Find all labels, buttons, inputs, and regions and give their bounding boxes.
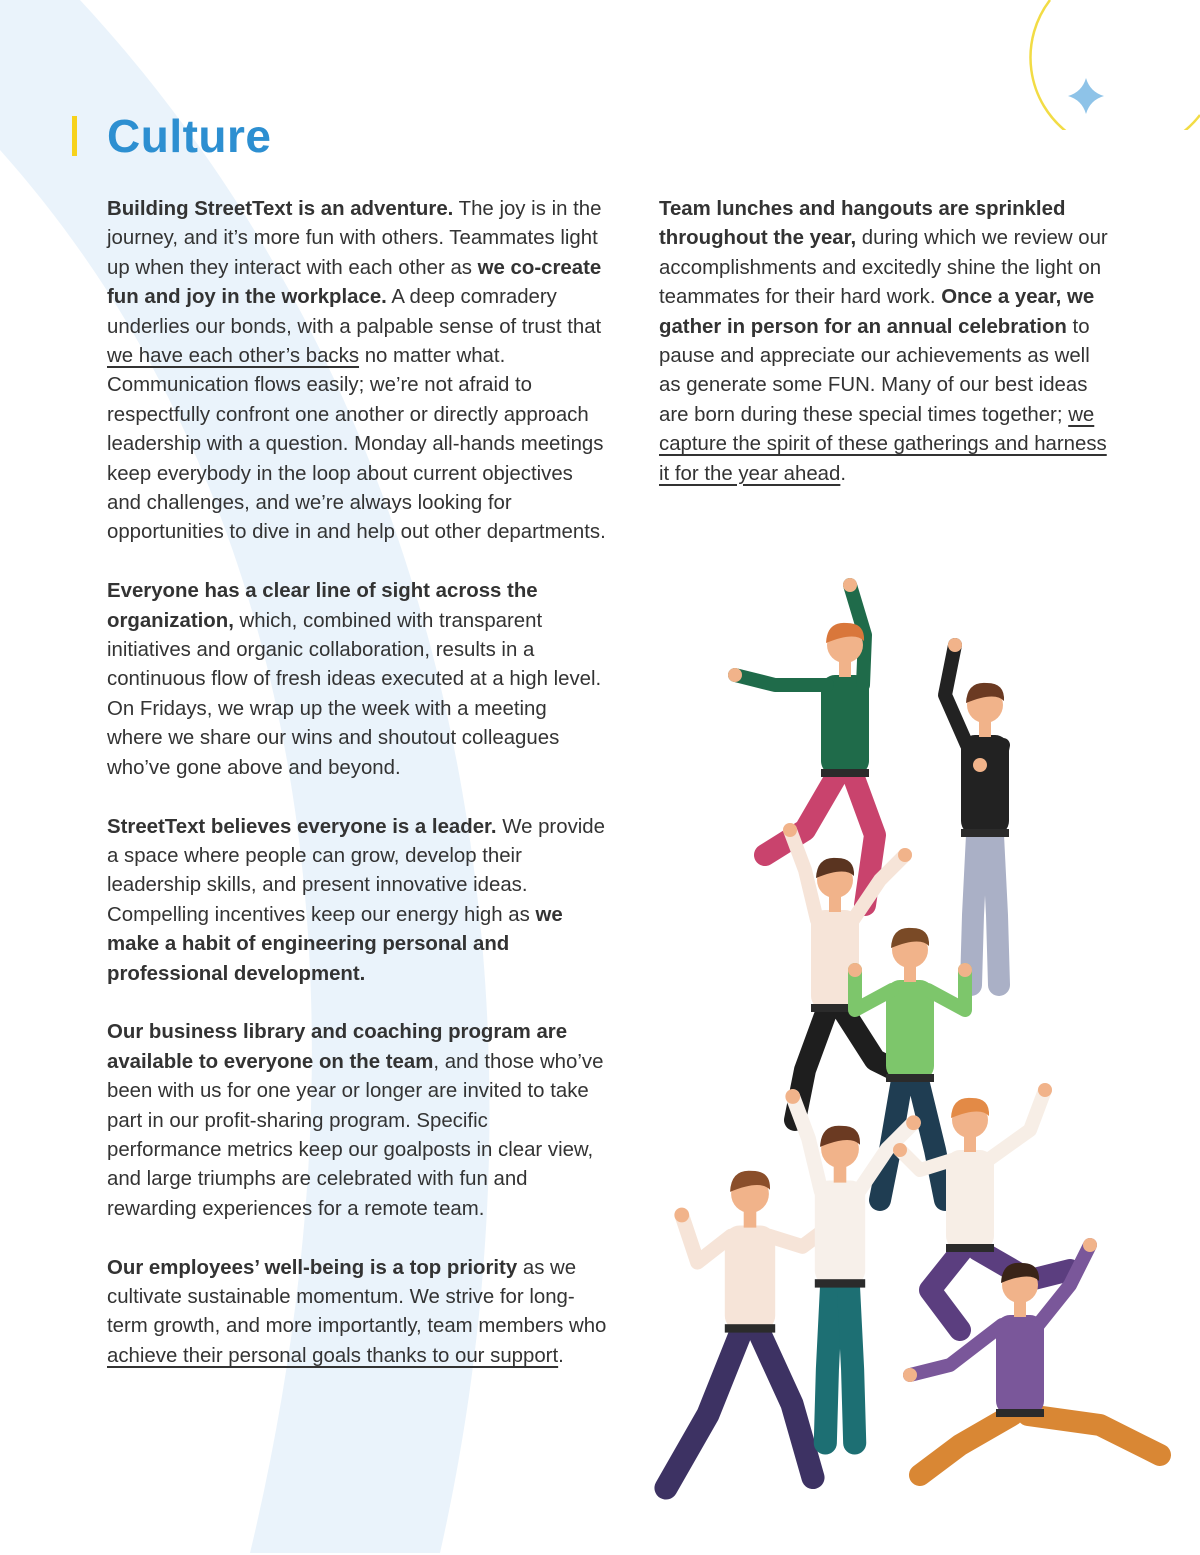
body-text: The joy is in the journey, and it’s more fun with others. Teammates light up when they interact with each other as (107, 198, 602, 279)
person-figure (785, 1089, 920, 1443)
body-text: , and those who’ve been with us for one year or longer are invited to take part in our profit-sharing program. Specific performance metrics keep our goalposts in clear view, and large triumphs are celebrated with fun and rewarding experiences for a remote team. (107, 1050, 604, 1220)
person-neck (904, 966, 916, 982)
sparkle-star-icon (1068, 78, 1104, 114)
person-hand (728, 668, 742, 682)
person-arm (682, 1215, 731, 1262)
person-hand (958, 963, 972, 977)
person-neck (964, 1136, 976, 1152)
person-hand (898, 848, 912, 862)
bold-text: Once a year, we gather in person for an annual celebration (659, 286, 1095, 338)
person-leg (1028, 1415, 1160, 1455)
person-hand (783, 823, 797, 837)
paragraph-library-coaching (107, 1018, 607, 1224)
person-hand (893, 1143, 907, 1157)
body-text: no matter what. Communication flows easily; we’re not afraid to respectfully confront one another or directly approach leadership with a question. Monday all-hands meetings keep everybody in the loop about current objectives and challenges, and we’re always looking for opportunities to dive in and help out other departments. (107, 345, 606, 544)
person-figure (945, 638, 1009, 985)
body-text: as we cultivate sustainable momentum. We strive for long-term growth, and more importantly, team members who (107, 1256, 607, 1338)
bold-text: Our business library and coaching program are available to everyone on the team (107, 1021, 568, 1073)
paragraph-team-lunches (659, 195, 1109, 489)
person-hand (848, 963, 862, 977)
body-text: during which we review our accomplishments and excitedly shine the light on teammates for their hard work. (659, 227, 1108, 309)
body-text: . (558, 1344, 564, 1367)
bold-text: Team lunches and hangouts are sprinkled throughout the year, (659, 198, 1066, 250)
person-leg (993, 835, 999, 985)
person-belt (815, 1279, 865, 1287)
person-hand (785, 1089, 800, 1104)
person-arm (735, 675, 827, 685)
title-accent-bar (72, 116, 77, 156)
person-leg (971, 835, 977, 985)
person-belt (821, 769, 869, 777)
paragraph-well-being (107, 1254, 607, 1372)
person-leg (920, 1415, 1012, 1475)
bold-text: Building StreetText is an adventure. (107, 198, 454, 220)
bold-text: we co-create fun and joy in the workplace. (107, 256, 602, 309)
paragraph-adventure (107, 195, 607, 548)
person-arm (945, 645, 967, 745)
person-belt (725, 1324, 775, 1332)
people-pyramid-illustration (600, 555, 1200, 1555)
underlined-text: achieve their personal goals thanks to our support (107, 1344, 559, 1367)
underlined-text: we have each other’s backs (107, 345, 360, 368)
body-text: . (840, 462, 847, 485)
person-leg (666, 1331, 742, 1489)
person-belt (996, 1409, 1044, 1417)
person-leg (825, 1286, 831, 1444)
person-hand (948, 638, 962, 652)
page-header (72, 108, 272, 164)
left-text-column (107, 195, 607, 1401)
person-neck (829, 896, 841, 912)
person-hand (906, 1115, 921, 1130)
person-neck (979, 721, 991, 737)
person-neck (839, 661, 851, 677)
body-text: to pause and appreciate our achievements as well as generate some FUN. Many of our best ideas are born during these special times together; (659, 315, 1090, 426)
person-hand (903, 1368, 917, 1382)
bold-text: StreetText believes everyone is a leader. (107, 815, 497, 838)
person-belt (886, 1074, 934, 1082)
person-hand (843, 578, 857, 592)
bold-text: Everyone has a clear line of sight across the organization, (107, 580, 538, 632)
page-title: Culture (107, 110, 272, 162)
person-hand (1083, 1238, 1097, 1252)
person-arm (988, 1090, 1045, 1160)
bold-text: Our employees’ well-being is a top priority (107, 1256, 518, 1279)
underlined-text: we capture the spirit of these gatherings and harness it for the year ahead (659, 403, 1107, 485)
person-belt (946, 1244, 994, 1252)
person-neck (1014, 1301, 1026, 1317)
person-leg (758, 1331, 813, 1478)
body-text: which, combined with transparent initiatives and organic collaboration, results in a continuous flow of fresh ideas executed at a high level. On Fridays, we wrap up the week with a meeting where we share our wins and shoutout colleagues who’ve gone above and beyond. (107, 609, 602, 779)
person-figure (666, 1171, 831, 1488)
person-belt (961, 829, 1009, 837)
right-text-column (659, 195, 1109, 518)
person-hand (1038, 1083, 1052, 1097)
person-neck (744, 1211, 757, 1228)
decorative-circle (1000, 0, 1200, 130)
body-text: A deep comradery underlies our bonds, with a palpable sense of trust that (107, 286, 602, 338)
person-hand (973, 758, 987, 772)
decorative-arc (1030, 0, 1200, 130)
person-hand (674, 1208, 689, 1223)
person-leg (930, 1250, 962, 1330)
person-neck (834, 1166, 847, 1183)
person-leg (918, 1080, 945, 1200)
person-leg (848, 1286, 854, 1444)
paragraph-leadership (107, 813, 607, 989)
body-text: We provide a space where people can grow, develop their leadership skills, and present innovative ideas. Compelling incentives keep our energy high as (107, 815, 605, 926)
paragraph-line-of-sight (107, 577, 607, 783)
bold-text: we make a habit of engineering personal and professional development. (107, 903, 563, 985)
